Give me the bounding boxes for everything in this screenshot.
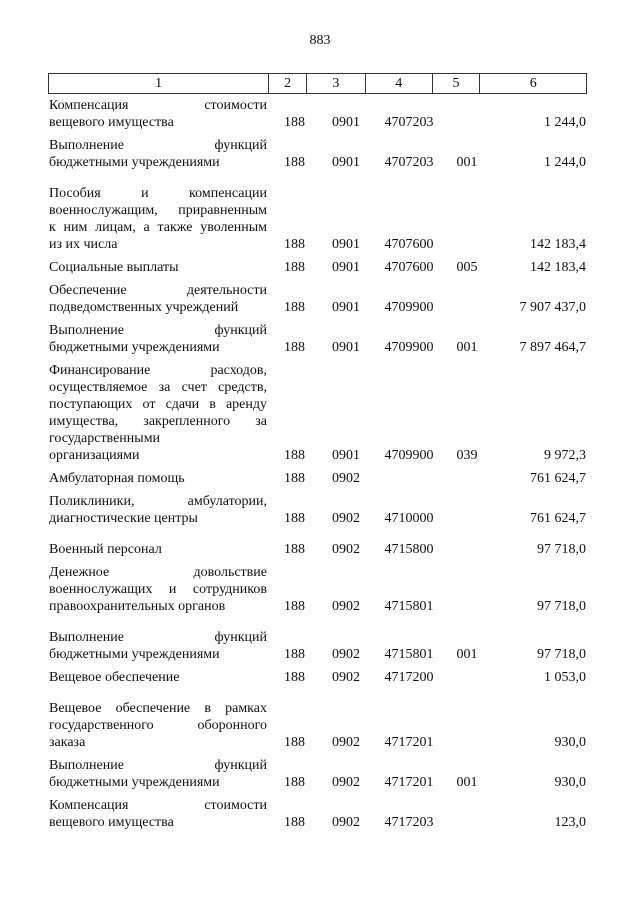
target-article-code: 4717201 [384,775,434,790]
target-article-code: 4715801 [384,647,434,662]
description-line: Компенсация стоимости [49,798,267,813]
description-line: Обеспечение деятельности [49,283,267,298]
description-line: военнослужащим, приравненным [49,203,267,218]
header-col-3: 3 [307,74,366,93]
row-description [49,322,267,356]
section-code: 0902 [332,647,360,662]
section-code: 0902 [332,815,360,830]
section-code: 0902 [332,511,360,526]
amount: 142 183,4 [530,237,586,252]
description-line: Амбулаторная помощь [49,471,185,486]
header-col-1: 1 [49,74,269,93]
expense-type-code: 039 [456,448,478,463]
table-row [49,564,586,615]
row-description [49,564,267,615]
description-line: Денежное довольствие [49,565,267,580]
description-line: подведомственных учреждений [49,300,239,315]
target-article-code: 4707203 [384,115,434,130]
expense-type-code: 001 [456,155,478,170]
section-code: 0901 [332,448,360,463]
description-line: бюджетными учреждениями [49,155,220,170]
row-description [49,541,267,558]
table-row [49,797,586,831]
description-line: Военный персонал [49,542,162,557]
target-article-code: 4709900 [384,340,434,355]
target-article-code: 4710000 [384,511,434,526]
table-row [49,669,586,686]
amount: 97 718,0 [537,599,586,614]
description-line: диагностические центры [49,511,198,526]
row-description [49,97,267,131]
target-article-code: 4715800 [384,542,434,557]
target-article-code: 4717200 [384,670,434,685]
ministry-code: 188 [284,775,305,790]
ministry-code: 188 [284,647,305,662]
description-line: Вещевое обеспечение в рамках [49,701,267,716]
section-code: 0902 [332,599,360,614]
ministry-code: 188 [284,260,305,275]
ministry-code: 188 [284,448,305,463]
amount: 761 624,7 [530,471,586,486]
description-line: бюджетными учреждениями [49,775,220,790]
ministry-code: 188 [284,670,305,685]
description-line: бюджетными учреждениями [49,340,220,355]
description-line: имущества, закрепленного за [49,414,267,429]
amount: 7 907 437,0 [519,300,586,315]
target-article-code: 4709900 [384,300,434,315]
description-line: Вещевое обеспечение [49,670,180,685]
expense-type-code: 001 [456,775,478,790]
table-row [49,282,586,316]
amount: 123,0 [554,815,586,830]
target-article-code: 4717203 [384,815,434,830]
page-number: 883 [309,33,331,48]
section-code: 0901 [332,237,360,252]
section-code: 0902 [332,735,360,750]
row-description [49,259,267,276]
description-line: правоохранительных органов [49,599,226,614]
expense-type-code: 005 [456,260,478,275]
description-line: Выполнение функций [49,138,267,153]
row-description [49,185,267,253]
description-line: Выполнение функций [49,323,267,338]
description-line: осуществляемое за счет средств, [49,380,267,395]
row-description [49,362,267,464]
amount: 97 718,0 [537,647,586,662]
description-line: Компенсация стоимости [49,98,267,113]
target-article-code: 4709900 [384,448,434,463]
table-body [49,97,586,837]
amount: 1 244,0 [544,155,586,170]
target-article-code: 4707600 [384,237,434,252]
description-line: вещевого имущества [49,815,174,830]
description-line: государственными [49,431,161,446]
table-row [49,185,586,253]
target-article-code: 4707203 [384,155,434,170]
row-description [49,757,267,791]
description-line: Выполнение функций [49,630,267,645]
target-article-code: 4715801 [384,599,434,614]
amount: 930,0 [554,775,586,790]
ministry-code: 188 [284,340,305,355]
table-row [49,629,586,663]
ministry-code: 188 [284,471,305,486]
ministry-code: 188 [284,115,305,130]
description-line: Социальные выплаты [49,260,179,275]
section-code: 0901 [332,300,360,315]
section-code: 0902 [332,670,360,685]
header-col-5: 5 [433,74,481,93]
row-description [49,493,267,527]
description-line: бюджетными учреждениями [49,647,220,662]
row-description [49,137,267,171]
amount: 7 897 464,7 [519,340,586,355]
expense-type-code: 001 [456,647,478,662]
section-code: 0901 [332,155,360,170]
ministry-code: 188 [284,237,305,252]
ministry-code: 188 [284,511,305,526]
row-description [49,700,267,751]
description-line: Пособия и компенсации [49,186,267,201]
description-line: Выполнение функций [49,758,267,773]
ministry-code: 188 [284,735,305,750]
section-code: 0902 [332,775,360,790]
section-code: 0901 [332,340,360,355]
description-line: из их числа [49,237,118,252]
description-line: вещевого имущества [49,115,174,130]
ministry-code: 188 [284,599,305,614]
target-article-code: 4707600 [384,260,434,275]
description-line: организациями [49,448,140,463]
table-row [49,322,586,356]
description-line: поступающих от сдачи в аренду [49,397,267,412]
row-description [49,797,267,831]
ministry-code: 188 [284,815,305,830]
ministry-code: 188 [284,155,305,170]
description-line: Финансирование расходов, [49,363,267,378]
table-header-row [48,73,587,94]
table-row [49,493,586,527]
ministry-code: 188 [284,300,305,315]
description-line: к ним лицам, а также уволенным [49,220,267,235]
section-code: 0902 [332,542,360,557]
table-row [49,97,586,131]
row-description [49,669,267,686]
section-code: 0902 [332,471,360,486]
header-col-6: 6 [529,76,537,91]
amount: 97 718,0 [537,542,586,557]
amount: 1 244,0 [544,115,586,130]
row-description [49,282,267,316]
row-description [49,629,267,663]
table-row [49,259,586,276]
table-row [49,700,586,751]
table-row [49,541,586,558]
header-col-2: 2 [269,74,307,93]
description-line: заказа [49,735,86,750]
amount: 1 053,0 [544,670,586,685]
table-row [49,757,586,791]
amount: 9 972,3 [544,448,586,463]
table-row [49,362,586,464]
description-line: военнослужащих и сотрудников [49,582,267,597]
ministry-code: 188 [284,542,305,557]
description-line: государственного оборонного [49,718,267,733]
description-line: Поликлиники, амбулатории, [49,494,267,509]
amount: 142 183,4 [530,260,586,275]
section-code: 0901 [332,260,360,275]
header-col-4: 4 [366,74,433,93]
amount: 761 624,7 [530,511,586,526]
target-article-code: 4717201 [384,735,434,750]
amount: 930,0 [554,735,586,750]
section-code: 0901 [332,115,360,130]
row-description [49,470,267,487]
table-row [49,470,586,487]
table-row [49,137,586,171]
expense-type-code: 001 [456,340,478,355]
